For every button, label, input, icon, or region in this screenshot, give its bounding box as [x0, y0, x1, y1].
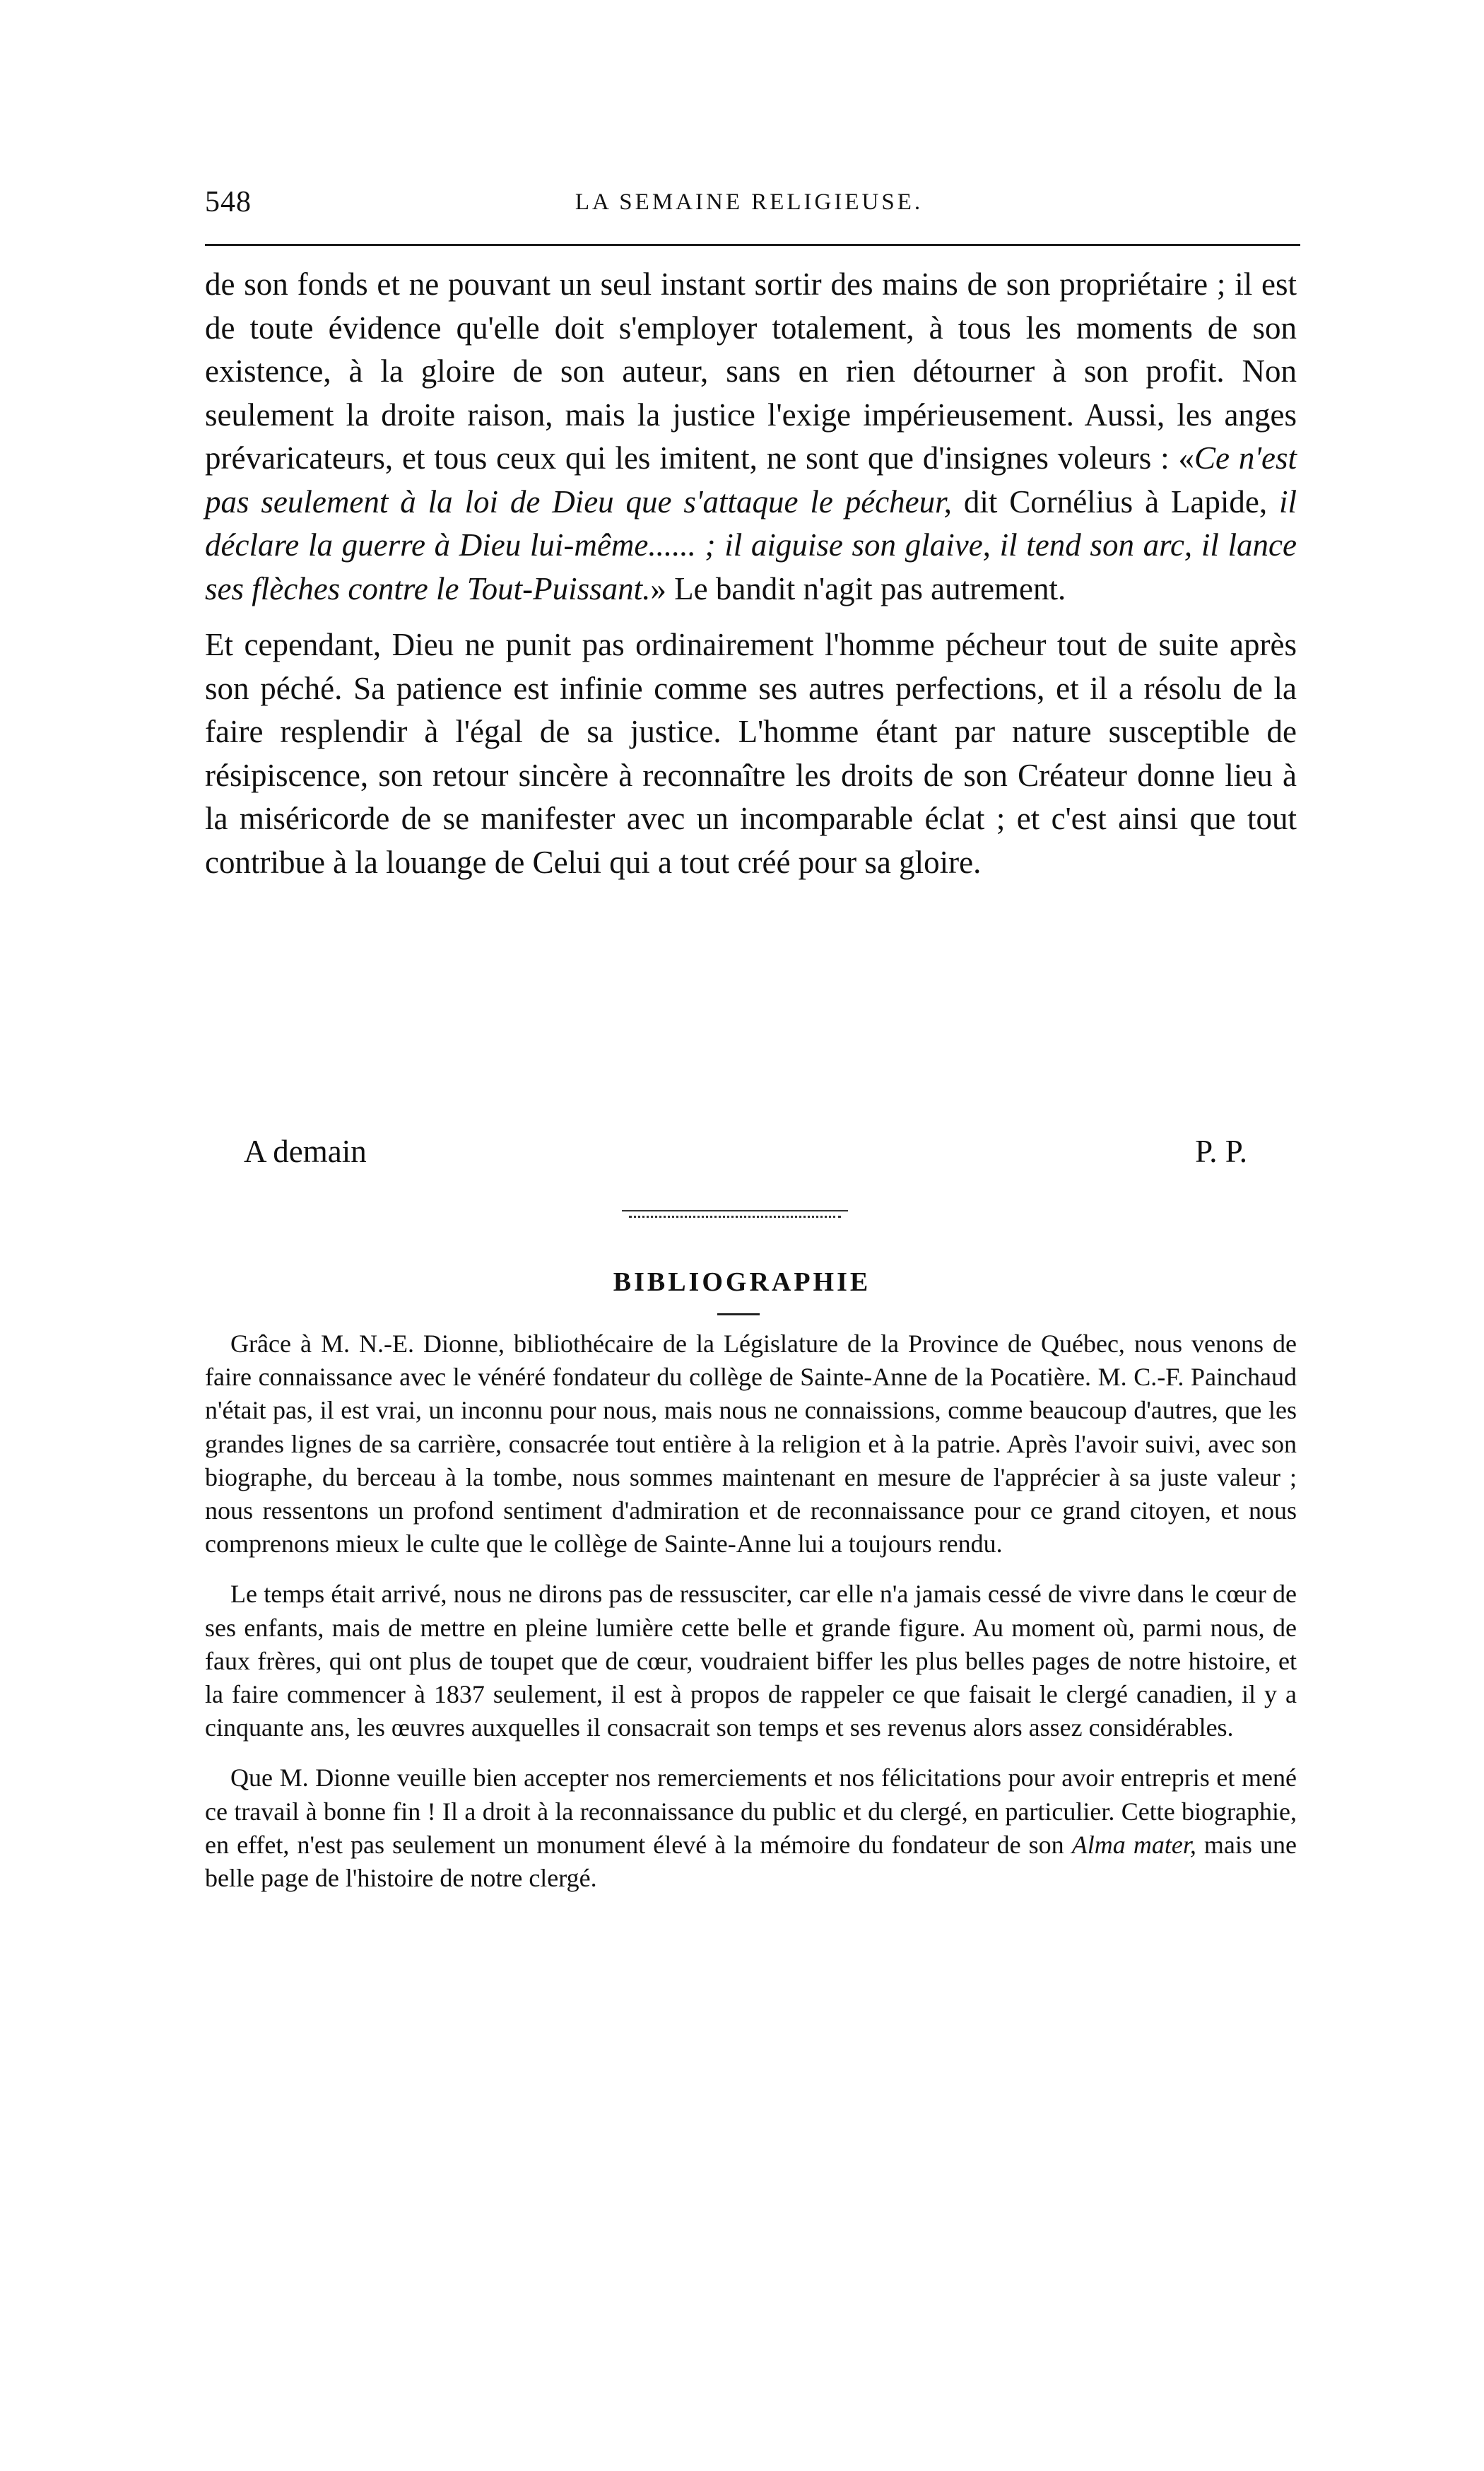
- section-separator: [622, 1210, 848, 1220]
- running-title: LA SEMAINE RELIGIEUSE.: [575, 189, 924, 215]
- body-paragraph: [205, 263, 1297, 611]
- body-paragraph: Et cependant, Dieu ne punit pas ordinairement l'homme pécheur tout de suite après son péché. Sa patience est infinie comme ses autres perfections, et il a résolu de la faire resplendir à l'égal de sa justice. L'homme étant par nature susceptible de résipiscence, son retour sincère à reconnaître les droits de son Créateur donne lieu à la miséricorde de se manifester avec un incomparable éclat ; et c'est ainsi que tout contribue à la louange de Celui qui a tout créé pour sa gloire.: [205, 627, 1297, 880]
- main-text: [205, 263, 1297, 884]
- bibliography-section: [205, 1327, 1297, 1895]
- body-text-run: » Le bandit n'agit pas autrement.: [650, 570, 1066, 606]
- title-rule: [717, 1313, 760, 1315]
- running-header: [205, 185, 1293, 228]
- bibliography-paragraph: [205, 1761, 1297, 1895]
- quotation-italic: il déclare la guerre à Dieu lui-même...... ; il aiguise son glaive, il tend son arc, il lance ses flèches contre le Tout-Puissant.: [205, 483, 1297, 606]
- signoff-left: A demain: [244, 1134, 367, 1169]
- latin-italic: Alma mater,: [1071, 1830, 1196, 1859]
- bibliography-text-run: Que M. Dionne veuille bien accepter nos remerciements et nos félicitations pour avoir entrepris et mené ce travail à bonne fin ! Il a droit à la reconnaissance du public et du clergé, en particulier. Cette biographie, en effet, n'est pas seulement un monument élevé à la mémoire du fondateur de son: [205, 1763, 1297, 1859]
- signoff-line: [244, 1133, 1247, 1175]
- section-title: BIBLIOGRAPHIE: [613, 1267, 871, 1297]
- quotation-italic: Ce n'est pas seulement à la loi de Dieu que s'attaque le pécheur,: [205, 440, 1297, 520]
- body-text-run: de son fonds et ne pouvant un seul instant sortir des mains de son propriétaire ; il est de toute évidence qu'elle doit s'employer totalement, à tous les moments de son existence, à la gloire de son auteur, sans en rien détourner à son profit. Non seulement la droite raison, mais la justice l'exige impérieusement. Aussi, les anges prévaricateurs, et tous ceux qui les imitent, ne sont que d'insignes voleurs : «: [205, 266, 1297, 476]
- page-number: 548: [205, 186, 252, 218]
- bibliography-paragraph: Grâce à M. N.-E. Dionne, bibliothécaire de la Législature de la Province de Québec, nous venons de faire connaissance avec le vénéré fondateur du collège de Sainte-Anne de la Pocatière. M. C.-F. Painchaud n'était pas, il est vrai, un inconnu pour nous, mais nous ne connaissions, comme beaucoup d'autres, que les grandes lignes de sa carrière, consacrée tout entière à la religion et à la patrie. Après l'avoir suivi, avec son biographe, du berceau à la tombe, nous sommes maintenant en mesure de l'apprécier à sa juste valeur ; nous ressentons un profond sentiment d'admiration et de reconnaissance pour ce grand citoyen, et nous comprenons mieux le culte que le collège de Sainte-Anne lui a toujours rendu.: [205, 1330, 1297, 1559]
- header-rule: [205, 244, 1300, 246]
- body-text-run: dit Cornélius à Lapide,: [951, 483, 1279, 520]
- bibliography-text-run: mais une belle page de l'histoire de notre clergé.: [205, 1830, 1297, 1893]
- author-initials: P. P.: [1195, 1134, 1247, 1169]
- bibliography-paragraph: Le temps était arrivé, nous ne dirons pas de ressusciter, car elle n'a jamais cessé de vivre dans le cœur de ses enfants, mais de mettre en pleine lumière cette belle et grande figure. Au moment où, parmi nous, de faux frères, qui ont plus de toupet que de cœur, voudraient biffer les plus belles pages de notre histoire, et la faire commencer à 1837 seulement, il est à propos de rappeler ce que faisait le clergé canadien, il y a cinquante ans, les œuvres auxquelles il consacrait son temps et ses revenus alors assez considérables.: [205, 1580, 1297, 1742]
